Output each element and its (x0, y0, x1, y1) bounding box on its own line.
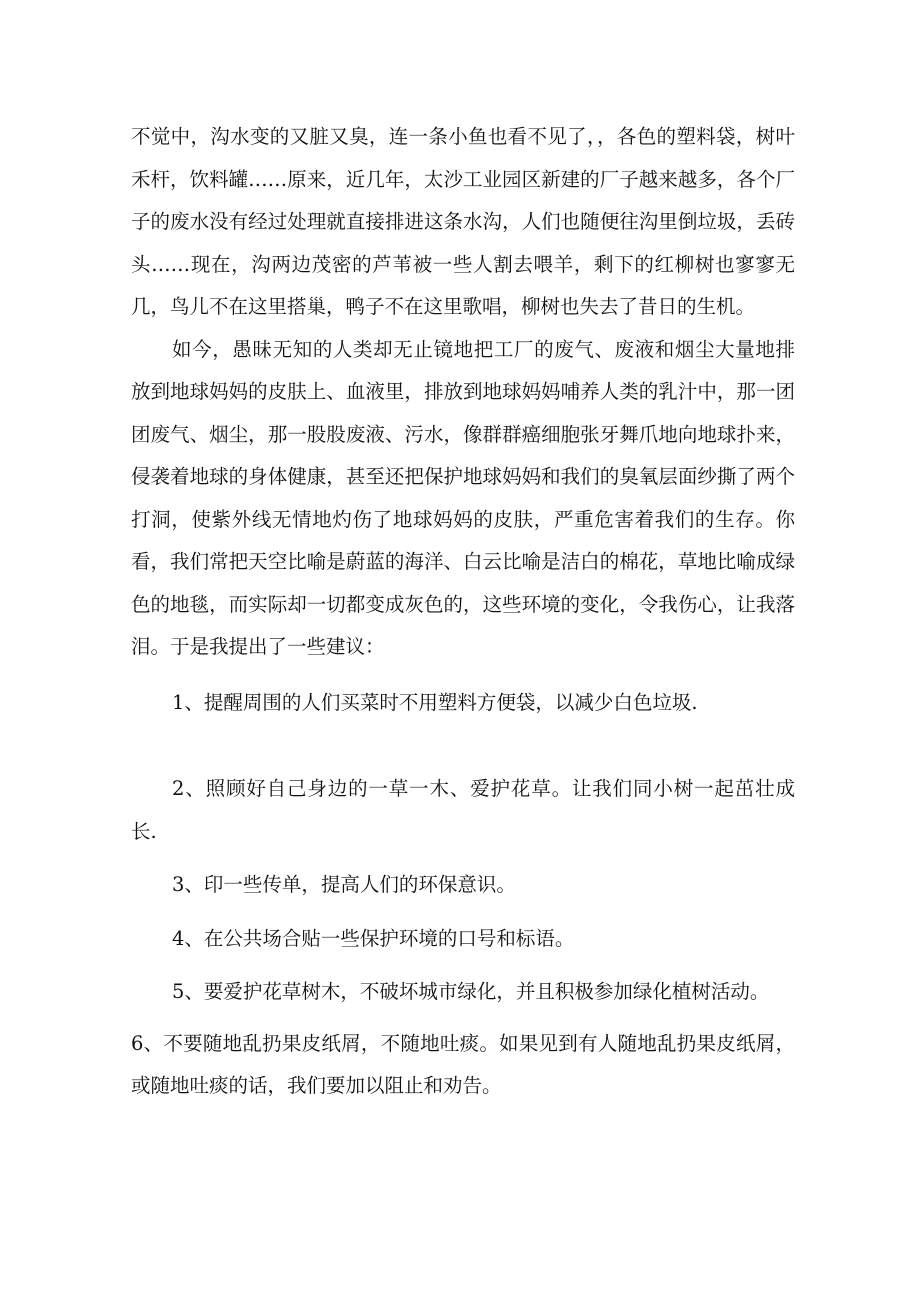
suggestion-item-2: 2、照顾好自己身边的一草一木、爱护花草。让我们同小树一起茁壮成长. (131, 777, 795, 843)
suggestion-item-5: 5、要爱护花草树木，不破坏城市绿化，并且积极参加绿化植树活动。 (172, 980, 770, 1003)
suggestion-item-6: 6、不要随地乱扔果皮纸屑，不随地吐痰。如果见到有人随地乱扔果皮纸屑，或随地吐痰的话，我们要加以阻止和劝告。 (131, 1031, 795, 1097)
suggestion-item-3: 3、印一些传单，提高人们的环保意识。 (172, 873, 516, 896)
paragraph-polluted-ditch: 不觉中，沟水变的又脏又臭，连一条小鱼也看不见了，，各色的塑料袋，树叶禾杆，饮料罐……原来，近几年，太沙工业园区新建的厂子越来越多，各个厂子的废水没有经过处理就直接排进这条水沟，人们也随便往沟里倒垃圾，丢砖头……现在，沟两边茂密的芦苇被一些人割去喂羊，剩下的红柳树也寥寥无几，鸟儿不在这里搭巢，鸭子不在这里歌唱，柳树也失去了昔日的生机。 (131, 125, 795, 318)
paragraph-earth-pollution: 如今，愚昧无知的人类却无止镜地把工厂的废气、废液和烟尘大量地排放到地球妈妈的皮肤上、血液里，排放到地球妈妈哺养人类的乳汁中，那一团团废气、烟尘，那一股股废液、污水，像群群癌细胞张牙舞爪地向地球扑来，侵袭着地球的身体健康，甚至还把保护地球妈妈和我们的臭氧层面纱撕了两个打洞，使紫外线无情地灼伤了地球妈妈的皮肤，严重危害着我们的生存。你看，我们常把天空比喻是蔚蓝的海洋、白云比喻是洁白的棉花，草地比喻成绿色的地毯，而实际却一切都变成灰色的，这些环境的变化，令我伤心，让我落泪。于是我提出了一些建议： (131, 337, 795, 658)
suggestion-item-4: 4、在公共场合贴一些保护环境的口号和标语。 (172, 926, 575, 950)
suggestion-item-1: 1、提醒周围的人们买菜时不用塑料方便袋，以减少白色垃圾. (172, 690, 698, 714)
document-body (131, 116, 795, 1108)
